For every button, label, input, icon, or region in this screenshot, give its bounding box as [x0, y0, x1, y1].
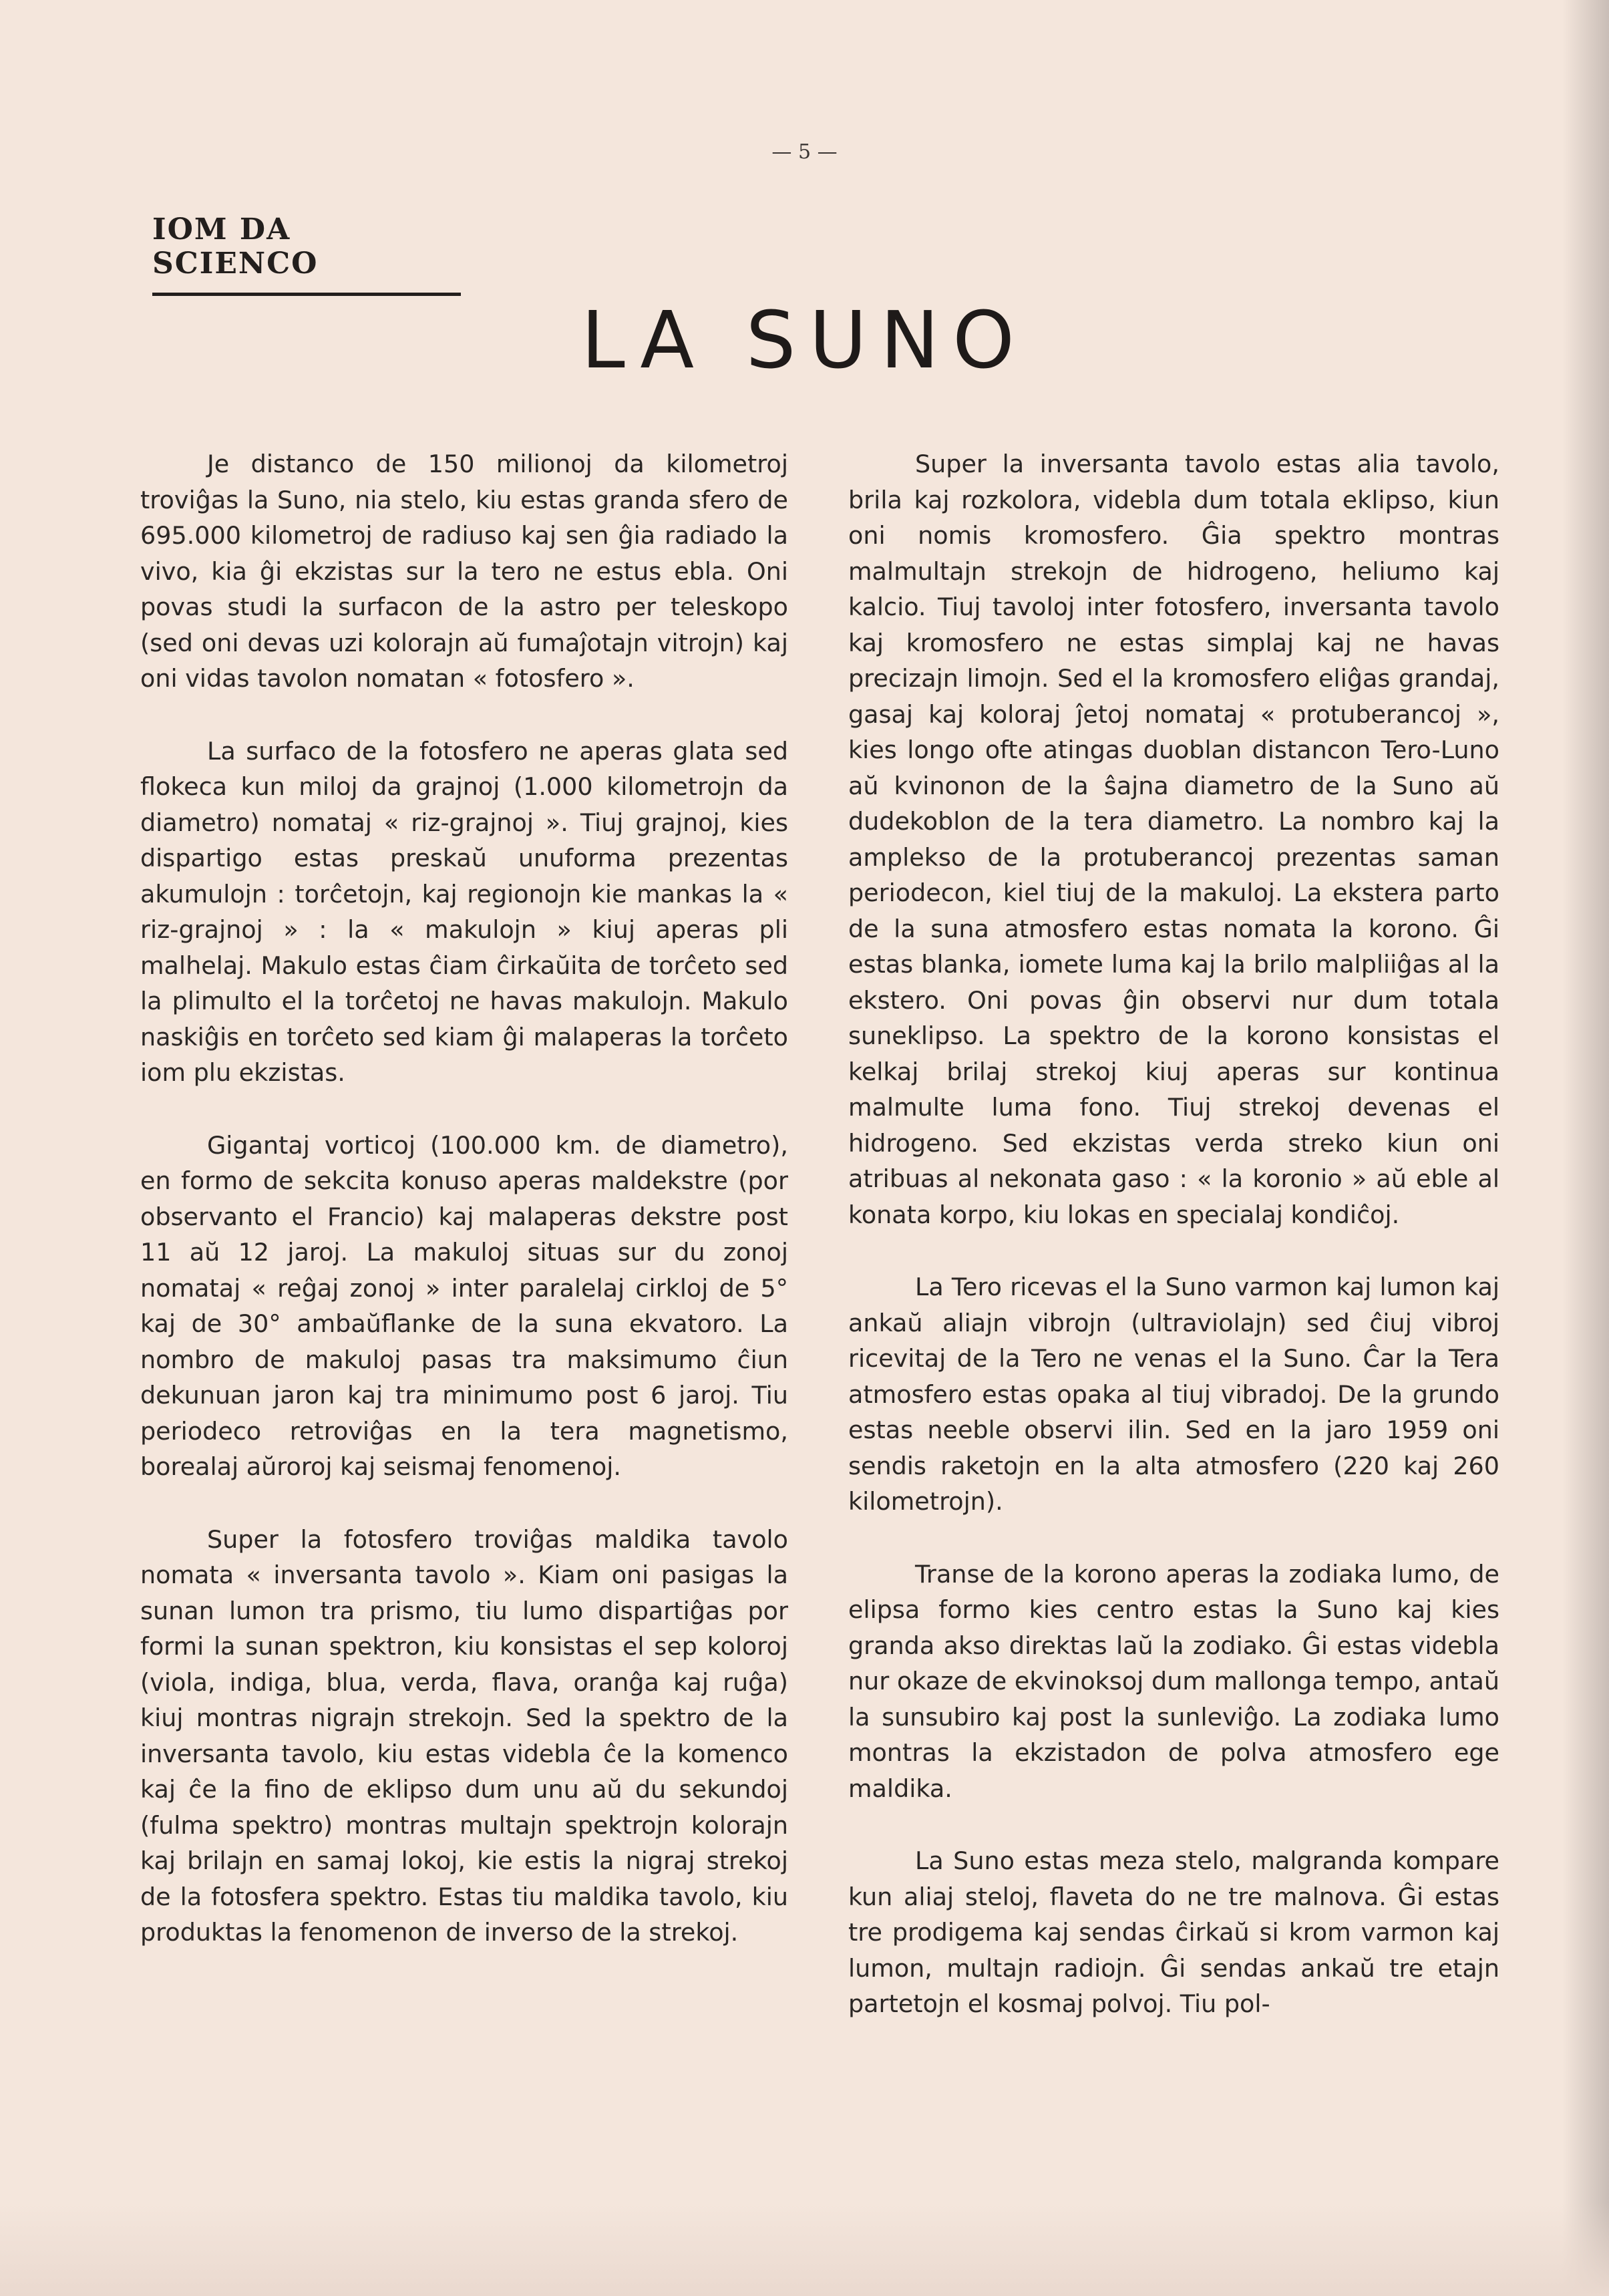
paragraph: Transe de la korono aperas la zodiaka lumo, de elipsa formo kies centro estas la Suno kaj kies granda akso direktas laŭ la zodiako. Ĝi estas videbla nur okaze de ekvinoksoj dum mallonga tempo, antaŭ la sunsubiro kaj post la sunleviĝo. La zodiaka lumo montras la ekzistadon de polva atmosfero ege maldika. — [848, 1559, 1499, 1803]
left-column — [140, 446, 788, 1987]
page-number: — 5 — — [771, 140, 838, 164]
paragraph: La surfaco de la fotosfero ne aperas glata sed flokeca kun miloj da grajnoj (1.000 kilometrojn da diametro) nomataj « riz-grajnoj ». Tiuj grajnoj, kies dispartigo estas preskaŭ unuforma prezentas akumulojn : torĉetojn, kaj regionojn kie mankas la « riz-grajnoj » : la « makulojn » kiuj aperas pli malhelaj. Makulo estas ĉiam ĉirkaŭita de torĉeto sed la plimulto el la torĉetoj ne havas makulojn. Makulo naskiĝis en torĉeto sed kiam ĝi malaperas la torĉeto iom plu ekzistas. — [140, 736, 788, 1087]
paragraph: La Tero ricevas el la Suno varmon kaj lumon kaj ankaŭ aliajn vibrojn (ultraviolajn) sed ĉiuj vibroj ricevitaj de la Tero ne venas el la Suno. Ĉar la Tera atmosfero estas opaka al tiuj vibradoj. De la grundo estas neeble observi ilin. Sed en la jaro 1959 oni sendis raketojn en la alta atmosfero (220 kaj 260 kilometrojn). — [848, 1273, 1499, 1516]
page-bottom-shadow — [0, 2202, 1609, 2296]
paragraph: Gigantaj vorticoj (100.000 km. de diametro), en formo de sekcita konuso aperas maldekstre (por observanto el Francio) kaj malaperas dekstre post 11 aŭ 12 jaroj. La makuloj situas sur du zonoj nomataj « reĝaj zonoj » inter paralelaj cirkloj de 5° kaj de 30° ambaŭflanke de la suna ekvatoro. La nombro de makuloj pasas tra maksimumo ĉiun dekunuan jaron kaj tra minimumo post 6 jaroj. Tiu periodeco retroviĝas en la tera magnetismo, borealaj aŭroroj kaj seismaj fenomenoj. — [140, 1130, 788, 1481]
article-title: LA SUNO — [580, 294, 1029, 386]
section-label: IOM DA SCIENCO — [152, 212, 461, 296]
paragraph: Je distanco de 150 milionoj da kilometroj troviĝas la Suno, nia stelo, kiu estas granda sfero de 695.000 kilometroj de radiuso kaj sen ĝia radiado la vivo, kia ĝi ekzistas sur la tero ne estus ebla. Oni povas studi la surfacon de la astro per teleskopo (sed oni devas uzi kolorajn aŭ fumaĵotajn vitrojn) kaj oni vidas tavolon nomatan « fotosfero ». — [140, 450, 788, 693]
paragraph: Super la fotosfero troviĝas maldika tavolo nomata « inversanta tavolo ». Kiam oni pasigas la sunan lumon tra prismo, tiu lumo dispartiĝas por formi la sunan spektron, kiu konsistas el sep koloroj (viola, indiga, blua, verda, flava, oranĝa kaj ruĝa) kiuj montras nigrajn strekojn. Sed la spektro de la inversanta tavolo, kiu estas videbla ĉe la komenco kaj ĉe la fino de eklipso dum unu aŭ du sekundoj (fulma spektro) montras multajn spektrojn kolorajn kaj brilajn en samaj lokoj, kie estis la nigraj strekoj de la fotosfera spektro. Estas tiu maldika tavolo, kiu produktas la fenomenon de inverso de la strekoj. — [140, 1524, 788, 1947]
right-column — [848, 446, 1499, 2059]
paragraph: La Suno estas meza stelo, malgranda kompare kun aliaj steloj, flaveta do ne tre malnova. Ĝi estas tre prodigema kaj sendas ĉirkaŭ si krom varmon kaj lumon, multajn radiojn. Ĝi sendas ankaŭ tre etajn partetojn el kosmaj polvoj. Tiu pol- — [848, 1846, 1499, 2018]
paragraph: Super la inversanta tavolo estas alia tavolo, brila kaj rozkolora, videbla dum totala eklipso, kiun oni nomis kromosfero. Ĝia spektro montras malmultajn strekojn de hidrogeno, heliumo kaj kalcio. Tiuj tavoloj inter fotosfero, inversanta tavolo kaj kromosfero ne estas simplaj kaj ne havas precizajn limojn. Sed el la kromosfero eliĝas grandaj, gasaj kaj koloraj ĵetoj nomataj « protuberancoj », kies longo ofte atingas duoblan distancon Tero-Luno aŭ kvinonon de la ŝajna diametro de la Suno aŭ dudekoblon de la tera diametro. La nombro kaj la amplekso de la protuberancoj prezentas saman periodecon, kiel tiuj de la makuloj. La ekstera parto de la suna atmosfero estas nomata la korono. Ĝi estas blanka, iomete luma kaj la brilo malpliiĝas al la ekstero. Oni povas ĝin observi nur dum totala suneklipso. La spektro de la korono konsistas el kelkaj brilaj strekoj kiuj aperas sur kontinua malmulte luma fono. Tiuj strekoj devenas el hidrogeno. Sed ekzistas verda streko kiun oni atribuas al nekonata gaso : « la koronio » aŭ eble al konata korpo, kiu lokas en specialaj kondiĉoj. — [848, 450, 1499, 1229]
